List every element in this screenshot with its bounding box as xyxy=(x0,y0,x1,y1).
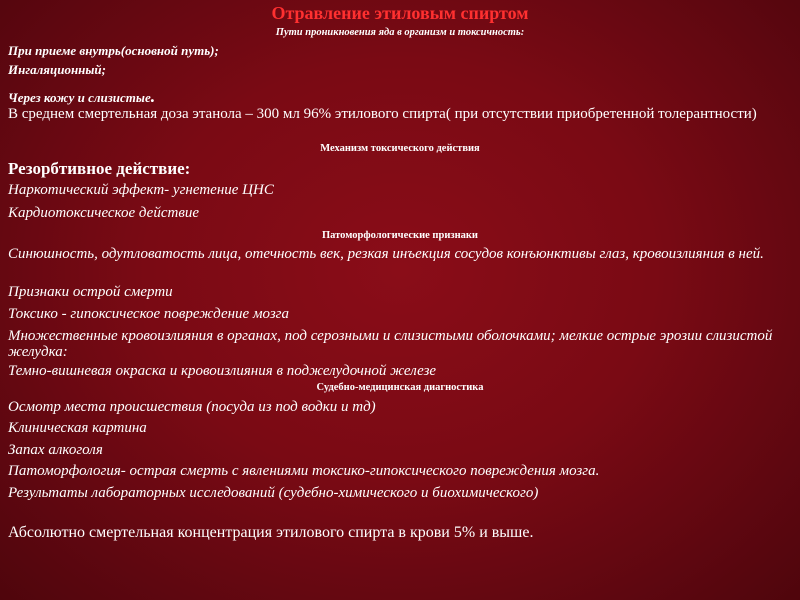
route-skin-text: Через кожу и слизистые xyxy=(8,90,151,105)
route-skin: Через кожу и слизистые. xyxy=(8,86,156,106)
clinical-picture: Клиническая картина xyxy=(8,420,147,436)
narcotic-effect: Наркотический эффект- угнетение ЦНС xyxy=(8,182,274,198)
section-pathomorph: Патоморфологические признаки xyxy=(322,230,478,241)
subtitle-routes: Пути проникновения яда в организм и токсичность: xyxy=(275,27,525,38)
conclusion: Абсолютно смертельная концентрация этилового спирта в крови 5% и выше. xyxy=(8,524,534,541)
section-mechanism: Механизм токсического действия xyxy=(320,143,480,154)
scene-inspection: Осмотр места происшествия (посуда из под водки и тд) xyxy=(8,399,376,415)
section-forensic: Судебно-медицинская диагностика xyxy=(316,382,484,393)
alcohol-odor: Запах алкоголя xyxy=(8,442,103,458)
resorptive-heading: Резорбтивное действие: xyxy=(8,159,191,178)
route-oral: При приеме внутрь(основной путь); xyxy=(8,43,219,58)
toxic-hypoxic: Токсико - гипоксическое повреждение мозга xyxy=(8,306,290,322)
pancreas: Темно-вишневая окраска и кровоизлияния в поджелудочной железе xyxy=(8,363,437,379)
lethal-dose: В среднем смертельная доза этанола – 300 мл 96% этилового спирта( при отсутствии приобретенной толерантности) xyxy=(8,106,757,122)
acute-death: Признаки острой смерти xyxy=(8,284,173,300)
slide-title: Отравление этиловым спиртом xyxy=(271,3,529,23)
hemorrhages: Множественные кровоизлияния в органах, под серозными и слизистыми оболочками; мелкие острые эрозии слизистой желудка: xyxy=(8,328,773,360)
pathomorphology: Патоморфология- острая смерть с явлениями токсико-гипоксического повреждения мозга. xyxy=(8,463,600,479)
cardiotoxic-effect: Кардиотоксическое действие xyxy=(8,205,200,221)
route-inhalation: Ингаляционный; xyxy=(8,62,106,77)
cyanosis: Синюшность, одутловатость лица, отечность век, резкая инъекция сосудов конъюнктивы глаз, кровоизлияния в ней. xyxy=(8,246,764,262)
lab-results: Результаты лабораторных исследований (судебно-химического и биохимического) xyxy=(8,485,539,501)
